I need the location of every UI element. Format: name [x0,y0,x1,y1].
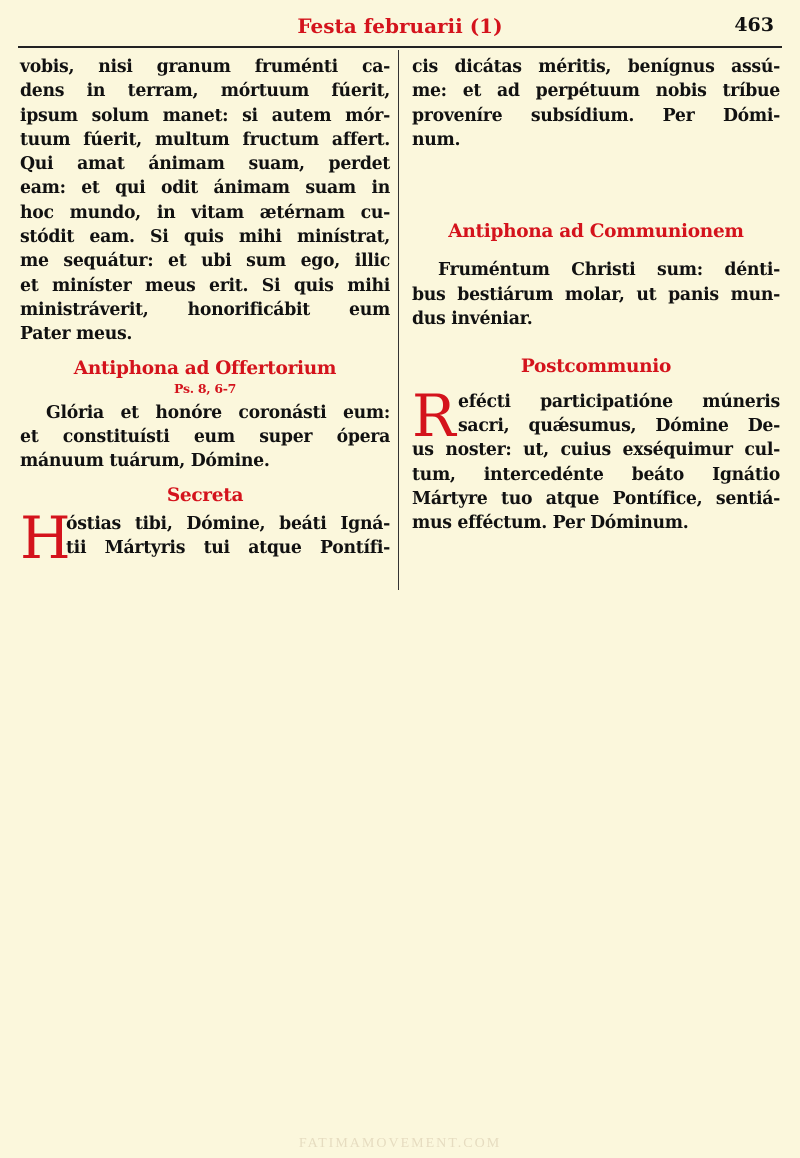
text-line: ipsum solum manet: si autem mór- [20,105,390,126]
postcommunion-heading: Postcommunio [520,356,672,378]
text-line: Qui amat ánimam suam, perdet [20,154,390,175]
text-line: stódit eam. Si quis mihi minístrat, [20,227,390,248]
gospel-text [20,55,390,347]
offertory-heading: Antiphona ad Offertorium [73,357,337,379]
right-column [412,55,780,535]
watermark: FATIMAMOVEMENT.COM [298,1136,502,1151]
left-column [20,55,390,573]
text-line: ministráverit, honorificábit eum [20,299,390,320]
secret-continued-text [412,55,780,152]
text-line: óstias tibi, Dómine, beáti Igná- [66,514,390,535]
text-line: dus invéniar. [412,309,533,330]
text-line: hoc mundo, in vitam ætérnam cu- [20,202,390,223]
text-line: efécti participatióne múneris [458,391,780,412]
column-divider [398,50,399,590]
secret-text [20,504,390,573]
postcommunion-text [412,381,780,536]
text-line: me sequátur: et ubi sum ego, illic [20,251,390,272]
text-line: dens in terram, mórtuum fúerit, [20,81,390,102]
text-line: proveníre subsídium. Per Dómi- [412,105,780,126]
secret-heading: Secreta [166,484,244,506]
text-line: Fruméntum Christi sum: dénti- [438,260,780,281]
text-line: vobis, nisi granum fruménti ca- [20,57,390,77]
text-line: Glória et honóre coronásti eum: [46,402,390,423]
text-line: sacri, quǽsumus, Dómine De- [458,415,780,436]
page-header [18,12,782,42]
text-line: Pater meus. [20,324,133,345]
text-line: mus efféctum. Per Dóminum. [412,513,689,534]
text-line: num. [412,129,461,150]
communion-text [412,258,780,331]
page-number: 463 [734,14,774,36]
offertory-reference: Ps. 8, 6-7 [173,380,237,396]
text-line: tuum fúerit, multum fructum affert. [20,129,390,150]
header-rule [18,46,782,48]
text-line: et constituísti eum super ópera [20,427,390,448]
text-line: cis dicátas méritis, benígnus assú- [412,57,780,77]
text-line: bus bestiárum molar, ut panis mun- [412,284,780,305]
text-line: tii Mártyris tui atque Pontífi- [66,538,390,559]
text-line: mánuum tuárum, Dómine. [20,451,270,472]
text-line: us noster: ut, cuius exséquimur cul- [412,440,780,461]
text-line: me: et ad perpétuum nobis tríbue [412,81,780,102]
communion-heading: Antiphona ad Communionem [448,221,744,243]
text-line: tum, intercedénte beáto Ignátio [412,464,780,485]
page-title: Festa februarii (1) [297,14,503,38]
text-line: Mártyre tuo atque Pontífice, sentiá- [412,488,780,509]
offertory-text [20,401,390,474]
dropcap-letter: H [20,504,71,573]
text-line: et miníster meus erit. Si quis mihi [20,275,390,296]
text-line: eam: et qui odit ánimam suam in [20,178,390,199]
dropcap-letter: R [412,381,456,450]
